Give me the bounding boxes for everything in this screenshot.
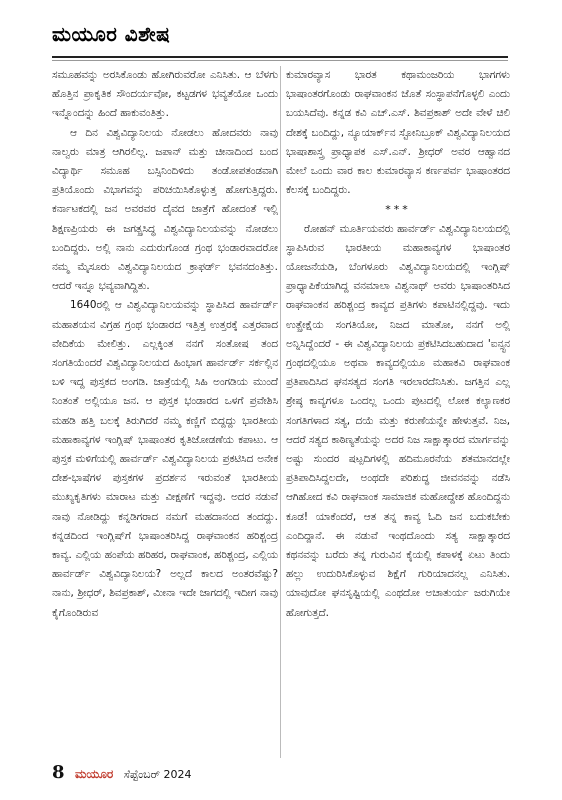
section-header <box>52 22 508 62</box>
paragraph: ರೋಹನ್ ಮೂರ್ತಿಯವರು ಹಾರ್ವರ್ಡ್ ವಿಶ್ವವಿದ್ಯಾನಿಲಯದಲ್ಲಿ ಸ್ಥಾಪಿಸಿರುವ ಭಾರತೀಯ ಮಹಾಕಾವ್ಯಗಳ ಭಾಷಾಂತರ ಯೋಜನೆಯಡಿ, ಬೆಂಗಳೂರು ವಿಶ್ವವಿದ್ಯಾನಿಲಯದಲ್ಲಿ ಇಂಗ್ಲಿಷ್ ಪ್ರಾಧ್ಯಾಪಿಕೆಯಾಗಿದ್ದ ವನಮಾಲಾ ವಿಶ್ವನಾಥ್ ಅವರು ಭಾಷಾಂತರಿಸಿದ ರಾಘವಾಂಕನ ಹರಿಶ್ಚಂದ್ರ ಕಾವ್ಯದ ಪ್ರತಿಗಳು ಕಪಾಟಿನಲ್ಲಿದ್ದವು. ಇದು ಉತ್ಪ್ರೇಕ್ಷೆಯ ಸಂಗತಿಯೋ, ನಿಜದ ಮಾತೋ, ನನಗೆ ಅಲ್ಲಿ ಅನ್ನಿಸಿದ್ದೆಂದರೆ - ಈ ವಿಶ್ವವಿದ್ಯಾನಿಲಯ ಪ್ರಕಟಿಸಿದಬಹುದಾದ 'ಐನ್ಸ್ಟನ ಗ್ರಂಥದಲ್ಲಿಯೂ ಅಥವಾ ಕಾವ್ಯದಲ್ಲಿಯೂ ಮಹಾಕವಿ ರಾಘವಾಂಕ ಪ್ರತಿಪಾದಿಸಿದ ಘನಸತ್ಯದ ಸಂಗತಿ ಇರಲಾರದೆನಿಸಿತು. ಜಗತ್ತಿನ ಎಲ್ಲ ಶ್ರೇಷ್ಠ ಕಾವ್ಯಗಳೂ ಒಂದಲ್ಲ ಒಂದು ಪುಟದಲ್ಲಿ ಲೋಕ ಕಲ್ಯಾಣಕರ ಸಂಗತಿಗಳಾದ ಸತ್ಯ, ದಯೆ ಮತ್ತು ಕರುಣೆಯನ್ನೇ ಹೇಳುತ್ತವೆ. ನಿಜ, ಆದರೆ ಸತ್ಯದ ಕಾಠಿಣ್ಯತೆಯನ್ನು ಅದರ ನಿಜ ಸಾಕ್ಷಾತ್ಕಾರದ ಮಾರ್ಗವನ್ನು ಅಷ್ಟು ಸುಂದರ ಷಟ್ಪದಿಗಳಲ್ಲಿ ಹದಿಮೂರನೆಯ ಶತಮಾನದಲ್ಲೇ ಪ್ರತಿಪಾದಿಸಿದ್ದಲದೇ, ಅಂಥದೇ ಪರಿಶುದ್ಧ ಜೀವನವನ್ನು ನಡೆಸಿ ಆಗಿಹೋದ ಕವಿ ರಾಘವಾಂಕ ಸಾಮಾಜಿಕ ಮಹೋದ್ದೇಶ ಹೊಂದಿದ್ದನು ಕೂಡ! ಯಾಕೆಂದರೆ, ಆತ ತನ್ನ ಕಾವ್ಯ ಓದಿ ಜನ ಬದುಕಬೇಕು ಎಂದಿದ್ದಾನೆ. ಈ ನಡುವೆ ಇಂಥದೊಂದು ಸತ್ಯ ಸಾಕ್ಷಾತ್ಕಾರದ ಕಥನವನ್ನು ಬರೆದು ತನ್ನ ಗುರುವಿನ ಕೈಯಲ್ಲಿ ಕಪಾಳಕ್ಕೆ ಏಟು ತಿಂದು ಹಲ್ಲು ಉದುರಿಸಿಕೊಳ್ಳುವ ಶಿಕ್ಷೆಗೆ ಗುರಿಯಾದನಲ್ಲ ಎನಿಸಿತು. ಯಾವುದೋ ಘನಸೃಷ್ಟಿಯಲ್ಲಿ ಎಂಥದೋ ಅಚಾತುರ್ಯ ಜರುಗಿಯೇ ಹೋಗುತ್ತದೆ. <box>286 222 510 619</box>
column-divider <box>280 66 281 758</box>
magazine-name: ಮಯೂರ <box>74 767 114 781</box>
right-column <box>286 66 510 623</box>
paragraph: ಸಮೂಹವನ್ನು ಅರಸಿಕೊಂಡು ಹೋಗಿರುವರೋ ಎನಿಸಿತು. ಆ ಬೆಳಗು ಹೊತ್ತಿನ ಪ್ರಾಕೃತಿಕ ಸೌಂದರ್ಯವೋ, ಕಟ್ಟಡಗಳ ಭವ್ಯತೆಯೋ ಒಂದು ಇನ್ನೊಂದನ್ನು ಹಿಂದೆ ಹಾಕುವಂತಿತ್ತು. <box>52 69 278 120</box>
paragraph: ಕುಮಾರವ್ಯಾಸ ಭಾರತ ಕಥಾಮಂಜರಿಯ ಭಾಗಗಳು ಭಾಷಾಂತರಗೊಂಡು ರಾಘವಾಂಕನ ಜೊತೆ ಸಂಸ್ಥಾಪನೆಗೊಳ್ಳಲಿ ಎಂದು ಬಯಸಿದೆವು. ಕನ್ನಡ ಕವಿ ಎಚ್.ಎಸ್. ಶಿವಪ್ರಕಾಶ್ ಅದೇ ವೇಳೆ ಚಿಲಿ ದೇಶಕ್ಕೆ ಬಂದಿದ್ದು, ನ್ಯೂಯಾರ್ಕ್‌ನ ಸ್ಟೋನಿಬ್ರೂಕ್ ವಿಶ್ವವಿದ್ಯಾನಿಲಯದ ಭಾಷಾಶಾಸ್ತ್ರ ಪ್ರಾಧ್ಯಾಪಕ ಎಸ್.ಎನ್. ಶ್ರೀಧರ್ ಅವರ ಆಹ್ವಾನದ ಮೇಲೆ ಒಂದು ವಾರ ಕಾಲ ಕುಮಾರವ್ಯಾಸ ಕರ್ಣಪರ್ವ ಭಾಷಾಂತರದ ಕೆಲಸಕ್ಕೆ ಬಂದಿದ್ದರು. <box>286 69 510 197</box>
left-column <box>52 66 278 623</box>
page-number: 8 <box>52 762 65 783</box>
issue-date: ಸೆಪ್ಟೆಂಬರ್ 2024 <box>123 768 192 781</box>
section-title: ಮಯೂರ ವಿಶೇಷ <box>52 22 171 46</box>
paragraph: ಆ ದಿನ ವಿಶ್ವವಿದ್ಯಾನಿಲಯ ನೋಡಲು ಹೋದವರು ನಾವು ನಾಲ್ವರು ಮಾತ್ರ ಆಗಿರಲಿಲ್ಲ. ಜಪಾನ್ ಮತ್ತು ಚೀನಾದಿಂದ ಬಂದ ವಿದ್ಯಾರ್ಥಿ ಸಮೂಹ ಬಸ್ಸಿನಿಂದಿಳಿದು ತಂಡೋಪತಂಡವಾಗಿ ಪ್ರತಿಯೊಂದು ವಿಭಾಗವನ್ನು ಪರಿಚಯಿಸಿಕೊಳ್ಳುತ್ತ ಹೋಗುತ್ತಿದ್ದರು. ಕರ್ನಾಟಕದಲ್ಲಿ ಜನ ಅವರವರ ದೈವದ ಜಾತ್ರೆಗೆ ಹೋದಂತೆ ಇಲ್ಲಿ ಶಿಕ್ಷಣಪ್ರಿಯರು ಈ ಜಗತ್ಪ್ರಸಿದ್ಧ ವಿಶ್ವವಿದ್ಯಾನಿಲಯವನ್ನು ನೋಡಲು ಬಂದಿದ್ದರು. ಅಲ್ಲಿ ನಾನು ಎದುರುಗೊಂಡ ಗ್ರಂಥ ಭಂಡಾರವಾದರೋ ನಮ್ಮ ಮೈಸೂರು ವಿಶ್ವವಿದ್ಯಾನಿಲಯದ ಕ್ರಾಫರ್ಡ್ ಭವನದಂತಿತ್ತು. ಆದರೆ ಇನ್ನೂ ಭವ್ಯವಾಗಿದ್ದಿತು. <box>52 126 278 293</box>
paragraph: 1640ರಲ್ಲಿ ಆ ವಿಶ್ವವಿದ್ಯಾನಿಲಯವನ್ನು ಸ್ಥಾಪಿಸಿದ ಹಾರ್ವರ್ಡ್ ಮಹಾಶಯನ ವಿಗ್ರಹ ಗ್ರಂಥ ಭಂಡಾರದ ಇತ್ತಿತ್ತ ಉತ್ತರಕ್ಕೆ ಎತ್ತರವಾದ ವೇದಿಕೆಯ ಮೇಲಿತ್ತು. ಎಲ್ಲಕ್ಕಿಂತ ನನಗೆ ಸಂತೋಷ ತಂದ ಸಂಗತಿಯೆಂದರೆ ವಿಶ್ವವಿದ್ಯಾನಿಲಯದ ಹಿಂಭಾಗ ಹಾರ್ವರ್ಡ್ ಸರ್ಕಲ್ಲಿನ ಬಳಿ ಇದ್ದ ಪುಸ್ತಕದ ಅಂಗಡಿ. ಜಾತ್ರೆಯಲ್ಲಿ ಸಿಹಿ ಅಂಗಡಿಯ ಮುಂದೆ ನಿಂತಂತೆ ಅಲ್ಲಿಯೂ ಜನ. ಆ ಪುಸ್ತಕ ಭಂಡಾರದ ಒಳಗೆ ಪ್ರವೇಶಿಸಿ ಮಹಡಿ ಹತ್ತಿ ಬಲಕ್ಕೆ ತಿರುಗಿದರೆ ನಮ್ಮ ಕಣ್ಣಿಗೆ ಬಿದ್ದದ್ದು ಭಾರತೀಯ ಮಹಾಕಾವ್ಯಗಳ ಇಂಗ್ಲಿಷ್ ಭಾಷಾಂತರ ಕೃತಿಜೋಡಣೆಯ ಕಪಾಟು. ಆ ಪುಸ್ತಕ ಮಳಿಗೆಯಲ್ಲಿ ಹಾರ್ವರ್ಡ್ ವಿಶ್ವವಿದ್ಯಾನಿಲಯ ಪ್ರಕಟಿಸಿದ ಅನೇಕ ದೇಶ-ಭಾಷೆಗಳ ಪುಸ್ತಕಗಳ ಪ್ರದರ್ಶನ ಇರುವಂತೆ ಭಾರತೀಯ ಮುಖ್ಯಕೃತಿಗಳು ಮಾರಾಟ ಮತ್ತು ವೀಕ್ಷಣೆಗೆ ಇದ್ದವು. ಅದರ ನಡುವೆ ನಾವು ನೋಡಿದ್ದು ಕನ್ನಡಿಗರಾದ ನಮಗೆ ಮಹದಾನಂದ ತಂದದ್ದು. ಕನ್ನಡದಿಂದ ಇಂಗ್ಲಿಷ್‌ಗೆ ಭಾಷಾಂತರಿಸಿದ್ದ ರಾಘವಾಂಕನ ಹರಿಶ್ಚಂದ್ರ ಕಾವ್ಯ. ಎಲ್ಲಿಯ ಹಂಪೆಯ ಹರಿಹರ, ರಾಘವಾಂಕ, ಹರಿಶ್ಚಂದ್ರ, ಎಲ್ಲಿಯ ಹಾರ್ವರ್ಡ್ ವಿಶ್ವವಿದ್ಯಾನಿಲಯ? ಅಲ್ಲದೆ ಕಾಲದ ಅಂತರವೆಷ್ಟು? ನಾನು, ಶ್ರೀಧರ್, ಶಿವಪ್ರಕಾಶ್, ಮೀನಾ ಇದೇ ಜಾಗದಲ್ಲಿ ಇದೀಗ ನಾವು ಕೈಗೊಂಡಿರುವ <box>52 299 278 619</box>
header-rule <box>52 56 508 58</box>
page-footer <box>52 762 191 786</box>
header-rule-thin <box>52 60 508 61</box>
section-separator: *** <box>385 203 411 217</box>
